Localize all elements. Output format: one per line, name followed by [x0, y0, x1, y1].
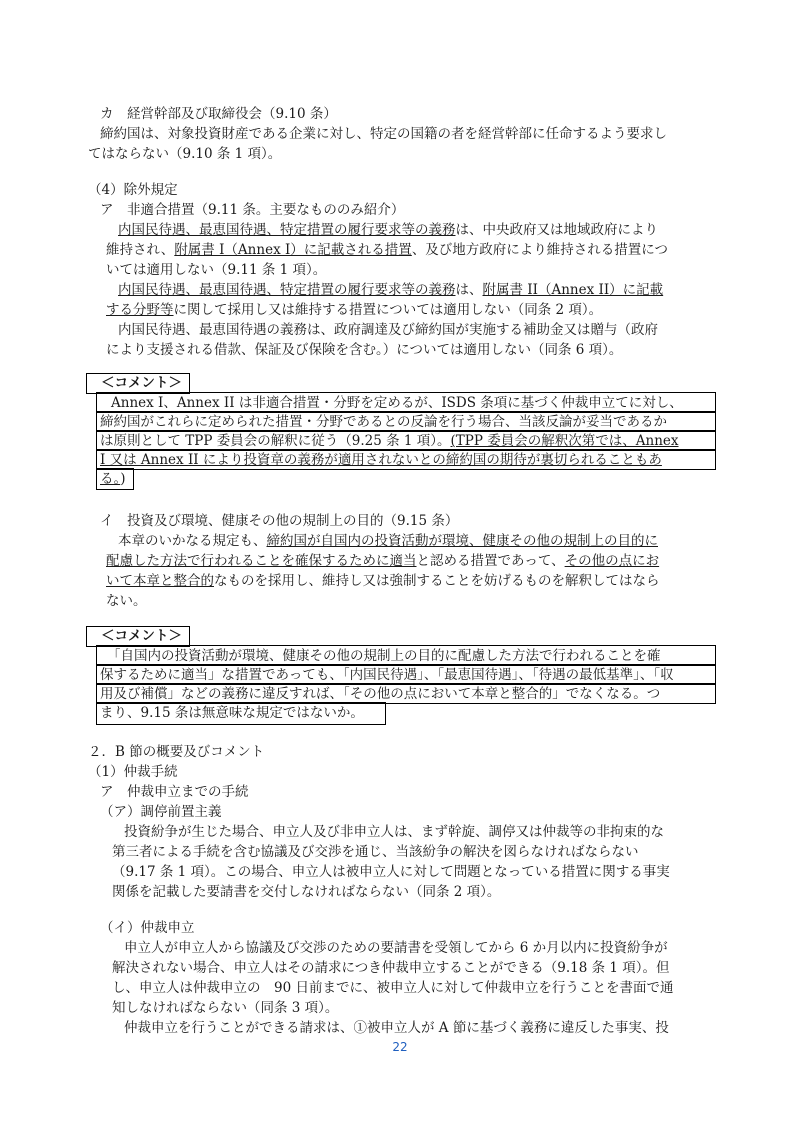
text: は原則として TPP 委員会の解釈に従う（9.25 条 1 項）。 — [100, 433, 451, 449]
text: ) — [120, 471, 126, 487]
section-ka-text-2: てはならない（9.10 条 1 項）。 — [88, 146, 282, 162]
arbitration-request-line1: 申立人が申立人から協議及び交渉のための要請書を受領してから 6 か月以内に投資紛争が — [124, 940, 668, 956]
comment1-line4 — [96, 449, 716, 470]
page-number: 22 — [392, 1040, 408, 1054]
comment1-line3 — [96, 430, 716, 451]
arbitration-request-heading: （イ）仲裁申立 — [100, 920, 195, 936]
mediation-line4: 関係を記載した要請書を交付しなければならない（同条 2 項）。 — [112, 884, 501, 900]
exceptions-para3-line2: により支援される借款、保証及び保険を含む。）については適用しない（同条 6 項）。 — [106, 342, 623, 358]
section-b-heading: ２．B 節の概要及びコメント — [88, 744, 265, 760]
underlined-text: (TPP 委員会の解釈次第では、Annex — [450, 433, 679, 449]
text: と認める措置であって、 — [416, 553, 565, 569]
comment1-line2: 締約国がこれらに定められた措置・分野であるとの反論を行う場合、当該反論が妥当であるか — [96, 411, 716, 432]
mediation-line2: 第三者による手続を含む協議及び交渉を通じ、当該紛争の解決を図らなければならない — [112, 844, 639, 860]
underlined-text: 附属書 I（Annex I）に記載される措置 — [174, 242, 412, 258]
exceptions-para2-line2 — [106, 300, 602, 320]
exceptions-para1-line2 — [106, 240, 668, 260]
exceptions-para2-line1 — [118, 280, 663, 300]
underlined-text: する分野等 — [106, 302, 174, 318]
comment2-line4: まり、9.15 条は無意味な規定ではないか。 — [96, 702, 386, 725]
text: は、中央政府又は地域政府により — [455, 222, 658, 238]
underlined-text: 内国民待遇、最恵国待遇、特定措置の履行要求等の義務 — [118, 222, 456, 238]
section-i-line1 — [118, 531, 658, 551]
section-i-line4: ない。 — [106, 593, 147, 609]
exceptions-heading: （4）除外規定 — [88, 182, 178, 198]
nonconforming-heading: ア 非適合措置（9.11 条。主要なもののみ紹介） — [100, 202, 405, 218]
text: は、 — [455, 282, 483, 298]
mediation-line3: （9.17 条 1 項）。この場合、申立人は被申立人に対して問題となっている措置に関する事実 — [112, 864, 670, 880]
underlined-text: 内国民待遇、最恵国待遇、特定措置の履行要求等の義務 — [118, 282, 456, 298]
text: 本章のいかなる規定も、 — [118, 533, 267, 549]
arbitration-request-line5: 仲裁申立を行うことができる請求は、①被申立人が A 節に基づく義務に違反した事実、投 — [124, 1020, 669, 1036]
comment-label-2: ＜コメント＞ — [86, 626, 190, 647]
text: なものを採用し、維持し又は強制することを妨げるものを解釈してはなら — [214, 573, 660, 589]
underlined-text: 附属書 II（Annex II）に記載 — [482, 282, 664, 298]
text: に関して採用し又は維持する措置については適用しない（同条 2 項）。 — [173, 302, 603, 318]
underlined-text: その他の点にお — [564, 553, 660, 569]
section-ka-heading: カ 経営幹部及び取締役会（9.10 条） — [100, 106, 337, 122]
comment-label-1: ＜コメント＞ — [86, 373, 190, 394]
underlined-text: 配慮した方法で行われることを確保するために適当 — [106, 553, 417, 569]
arbitration-request-line4: 知しなければならない（同条 3 項）。 — [112, 1000, 339, 1016]
arbitration-request-line2: 解決されない場合、申立人はその請求につき仲裁申立することができる（9.18 条 1 項）。但 — [112, 960, 670, 976]
section-i-line3 — [106, 571, 660, 591]
text: 、及び地方政府により維持される措置につ — [411, 242, 669, 258]
text: 維持され、 — [106, 242, 175, 258]
section-i-line2 — [106, 551, 659, 571]
comment2-line1: 「自国内の投資活動が環境、健康その他の規制上の目的に配慮した方法で行われることを確 — [96, 645, 716, 666]
comment1-line1: Annex I、Annex II は非適合措置・分野を定めるが、ISDS 条項に基づく仲裁申立てに対し、 — [96, 392, 716, 413]
exceptions-para1-line1 — [118, 220, 658, 240]
comment1-line5 — [96, 468, 134, 490]
underlined-text: いて本章と整合的 — [106, 573, 214, 589]
underlined-text: る。 — [100, 471, 121, 487]
underlined-text: 締約国が自国内の投資活動が環境、健康その他の規制上の目的に — [266, 533, 658, 549]
arbitration-heading: （1）仲裁手続 — [88, 764, 178, 780]
exceptions-para3-line1: 内国民待遇、最恵国待遇の義務は、政府調達及び締約国が実施する補助金又は贈与（政府 — [118, 322, 658, 338]
underlined-text: I 又は Annex II により投資章の義務が適用されないとの締約国の期待が裏切られることもあ — [100, 452, 662, 468]
arbitration-request-line3: し、申立人は仲裁申立の 90 日前までに、被申立人に対して仲裁申立を行うことを書面で通 — [112, 980, 674, 996]
comment2-line3: 用及び補償」などの義務に違反すれば、「その他の点において本章と整合的」でなくなる。つ — [96, 683, 716, 704]
section-ka-text-1: 締約国は、対象投資財産である企業に対し、特定の国籍の者を経営幹部に任命するよう要求し — [100, 126, 667, 142]
pre-arbitration-heading: ア 仲裁申立までの手続 — [100, 784, 249, 800]
section-i-heading: イ 投資及び環境、健康その他の規制上の目的（9.15 条） — [100, 513, 459, 529]
mediation-line1: 投資紛争が生じた場合、申立人及び非申立人は、まず幹旋、調停又は仲裁等の非拘束的な — [124, 824, 664, 840]
comment2-line2: 保するために適当」な措置であっても、「内国民待遇」、「最恵国待遇」、「待遇の最低基準」、「収 — [96, 664, 716, 685]
mediation-heading: （ア）調停前置主義 — [100, 804, 222, 820]
exceptions-para1-line3: いては適用しない（9.11 条 1 項）。 — [106, 262, 327, 278]
